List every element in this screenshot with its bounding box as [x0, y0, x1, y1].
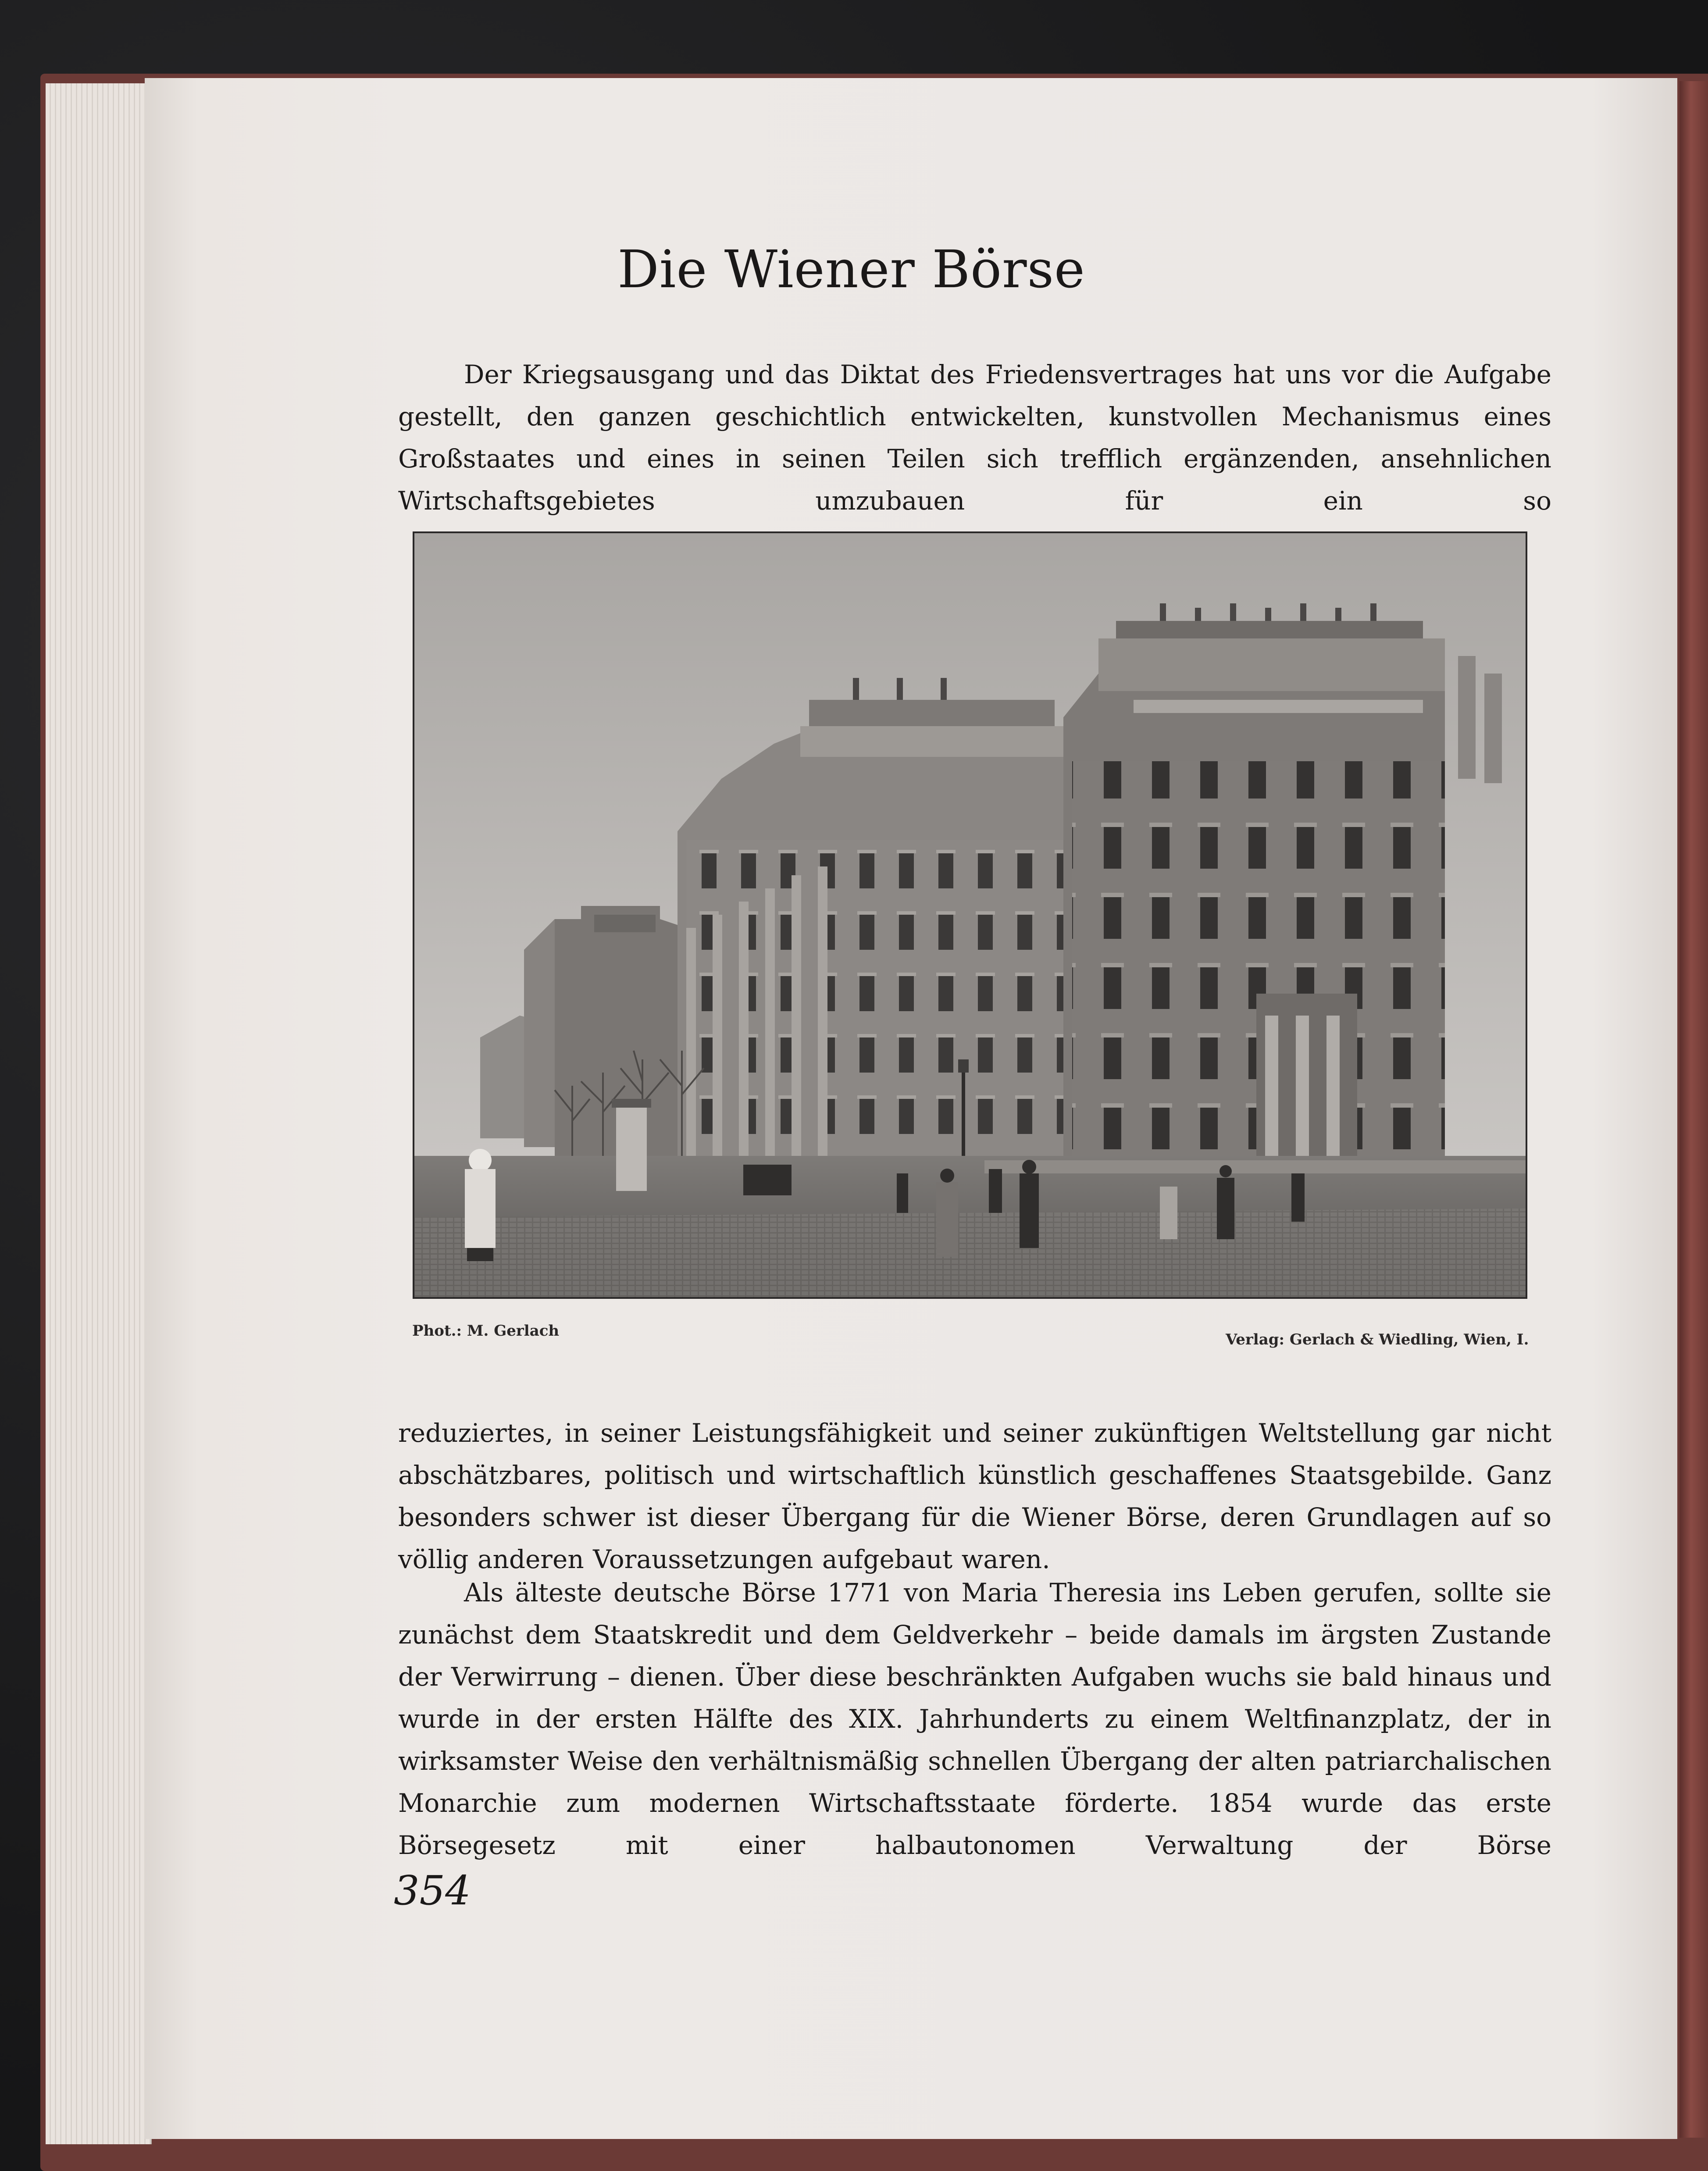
right-cover-edge: [1679, 81, 1708, 2138]
building-photograph: [413, 531, 1527, 1299]
page-number: 354: [394, 1867, 471, 1914]
photo-credit: Phot.: M. Gerlach: [412, 1322, 560, 1340]
continuation-paragraph: reduziertes, in seiner Leistungsfähigkeit und seiner zukünftigen Weltstellung gar nicht abschätzbares, politisch und wirtschaftlich künstlich geschaffenes Staatsgebilde. Ganz besonders schwer ist dieser Übergang für die Wiener Börse, deren Grundlagen auf so völlig anderen Voraussetzungen aufgebaut waren.: [398, 1418, 1551, 1574]
history-paragraph: Als älteste deutsche Börse 1771 von Maria Theresia ins Leben gerufen, sollte sie zunächst dem Staatskredit und dem Geldverkehr – beide damals im ärgsten Zustande der Verwirrung – dienen. Über diese beschränkten Aufgaben wuchs sie bald hinaus und wurde in der ersten Hälfte des XIX. Jahrhunderts zu einem Weltfinanzplatz, der in wirksamster Weise den verhältnismäßig schnellen Übergang der alten patriarchalischen Monarchie zum modernen Wirtschaftsstaate förderte. 1854 wurde das erste Börsegesetz mit einer halbautonomen Verwaltung der Börse: [398, 1578, 1551, 1860]
page-title: Die Wiener Börse: [617, 239, 1085, 299]
page-edges: [46, 83, 152, 2144]
intro-paragraph: Der Kriegsausgang und das Diktat des Friedensvertrages hat uns vor die Aufgabe gestellt, den ganzen geschichtlich entwickelten, kunstvollen Mechanismus eines Großstaates und eines in seinen Teilen sich trefflich ergänzenden, ansehnlichen Wirtschaftsgebietes umzubauen für ein so: [398, 360, 1551, 516]
publisher-credit: Verlag: Gerlach & Wiedling, Wien, I.: [1226, 1331, 1529, 1348]
